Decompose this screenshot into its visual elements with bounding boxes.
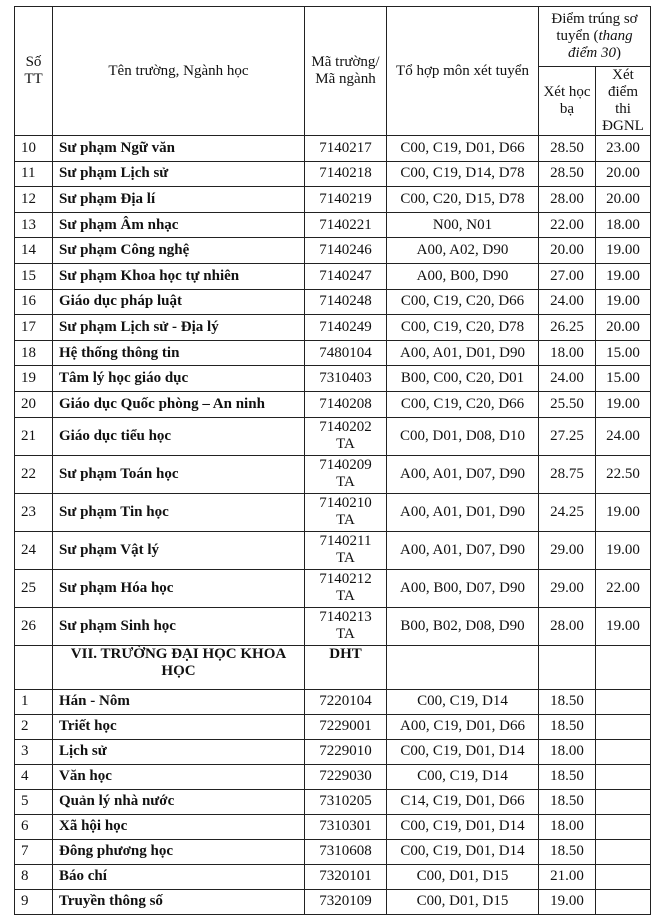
row-combo: C00, C19, D01, D66: [387, 136, 539, 162]
row-combo: B00, C00, C20, D01: [387, 366, 539, 392]
row-code: 7140213 TA: [305, 607, 387, 645]
admission-score-table: [14, 6, 651, 915]
row-dgnl-score: 15.00: [596, 340, 651, 366]
header-name: Tên trường, Ngành học: [53, 7, 305, 136]
table-row: [15, 391, 651, 417]
row-dgnl-score: 19.00: [596, 531, 651, 569]
row-dgnl-score: 24.00: [596, 417, 651, 455]
row-hocba-score: 27.25: [539, 417, 596, 455]
row-code: 7140211 TA: [305, 531, 387, 569]
row-code: 7140249: [305, 315, 387, 341]
row-combo: C00, C19, D01, D14: [387, 839, 539, 864]
row-dgnl-score: [596, 839, 651, 864]
row-hocba-score: 18.50: [539, 689, 596, 714]
row-hocba-score: 28.50: [539, 136, 596, 162]
row-dgnl-score: 19.00: [596, 263, 651, 289]
table-row: [15, 187, 651, 213]
row-dgnl-score: [596, 689, 651, 714]
row-stt: 19: [15, 366, 53, 392]
section-code: DHT: [305, 645, 387, 689]
row-combo: A00, A01, D01, D90: [387, 340, 539, 366]
row-dgnl-score: [596, 739, 651, 764]
row-dgnl-score: 18.00: [596, 212, 651, 238]
row-stt: 8: [15, 864, 53, 889]
header-stt: Số TT: [15, 7, 53, 136]
row-dgnl-score: [596, 764, 651, 789]
row-name: Sư phạm Ngữ văn: [53, 136, 305, 162]
row-stt: 23: [15, 493, 53, 531]
row-dgnl-score: 20.00: [596, 315, 651, 341]
row-hocba-score: 18.50: [539, 839, 596, 864]
row-combo: C00, D01, D15: [387, 864, 539, 889]
table-row: [15, 814, 651, 839]
row-hocba-score: 28.00: [539, 607, 596, 645]
table-row: [15, 739, 651, 764]
row-dgnl-score: [596, 814, 651, 839]
row-name: Văn học: [53, 764, 305, 789]
row-dgnl-score: 19.00: [596, 391, 651, 417]
table-row: [15, 839, 651, 864]
row-dgnl-score: 22.00: [596, 569, 651, 607]
header-dgnl: Xét điểm thi ĐGNL: [596, 67, 651, 136]
row-combo: C14, C19, D01, D66: [387, 789, 539, 814]
row-code: 7310403: [305, 366, 387, 392]
row-hocba-score: 24.00: [539, 366, 596, 392]
row-combo: N00, N01: [387, 212, 539, 238]
row-name: Sư phạm Địa lí: [53, 187, 305, 213]
table-row: [15, 889, 651, 914]
row-name: Sư phạm Hóa học: [53, 569, 305, 607]
row-hocba-score: 29.00: [539, 569, 596, 607]
row-name: Truyền thông số: [53, 889, 305, 914]
row-stt: 3: [15, 739, 53, 764]
row-combo: C00, C19, D01, D14: [387, 814, 539, 839]
table-row: [15, 161, 651, 187]
row-code: 7310608: [305, 839, 387, 864]
row-name: Sư phạm Công nghệ: [53, 238, 305, 264]
row-stt: 16: [15, 289, 53, 315]
row-hocba-score: 28.00: [539, 187, 596, 213]
row-code: 7229010: [305, 739, 387, 764]
row-name: Triết học: [53, 714, 305, 739]
header-hocba: Xét học bạ: [539, 67, 596, 136]
row-hocba-score: 18.00: [539, 340, 596, 366]
row-name: Sư phạm Tin học: [53, 493, 305, 531]
row-combo: C00, D01, D15: [387, 889, 539, 914]
row-hocba-score: 20.00: [539, 238, 596, 264]
row-combo: C00, C19, D14: [387, 689, 539, 714]
table-row: [15, 789, 651, 814]
table-row: [15, 315, 651, 341]
row-code: 7320101: [305, 864, 387, 889]
table-row: [15, 455, 651, 493]
row-code: 7310205: [305, 789, 387, 814]
row-stt: 18: [15, 340, 53, 366]
row-dgnl-score: 23.00: [596, 136, 651, 162]
row-combo: C00, C19, C20, D78: [387, 315, 539, 341]
row-combo: B00, B02, D08, D90: [387, 607, 539, 645]
row-stt: 22: [15, 455, 53, 493]
row-combo: C00, C19, D14: [387, 764, 539, 789]
row-stt: 24: [15, 531, 53, 569]
row-name: Lịch sử: [53, 739, 305, 764]
row-code: 7229030: [305, 764, 387, 789]
row-name: Giáo dục tiểu học: [53, 417, 305, 455]
row-stt: 26: [15, 607, 53, 645]
table-row: [15, 212, 651, 238]
row-combo: A00, A01, D07, D90: [387, 455, 539, 493]
row-code: 7140218: [305, 161, 387, 187]
row-name: Giáo dục pháp luật: [53, 289, 305, 315]
row-hocba-score: 18.50: [539, 714, 596, 739]
row-dgnl-score: 19.00: [596, 607, 651, 645]
row-name: Sư phạm Âm nhạc: [53, 212, 305, 238]
row-combo: A00, A01, D07, D90: [387, 531, 539, 569]
row-code: 7140217: [305, 136, 387, 162]
section-title: VII. TRƯỜNG ĐẠI HỌC KHOA HỌC: [53, 645, 305, 689]
row-code: 7229001: [305, 714, 387, 739]
row-combo: C00, C19, C20, D66: [387, 289, 539, 315]
row-stt: 9: [15, 889, 53, 914]
row-name: Hán - Nôm: [53, 689, 305, 714]
row-stt: 21: [15, 417, 53, 455]
row-dgnl-score: [596, 789, 651, 814]
row-combo: A00, C19, D01, D66: [387, 714, 539, 739]
row-combo: A00, B00, D07, D90: [387, 569, 539, 607]
row-dgnl-score: 19.00: [596, 238, 651, 264]
row-code: 7320109: [305, 889, 387, 914]
row-hocba-score: 27.00: [539, 263, 596, 289]
row-stt: 25: [15, 569, 53, 607]
row-name: Sư phạm Lịch sử - Địa lý: [53, 315, 305, 341]
row-stt: 11: [15, 161, 53, 187]
header-code: Mã trường/ Mã ngành: [305, 7, 387, 136]
table-row: [15, 289, 651, 315]
table-row: [15, 531, 651, 569]
row-combo: C00, C19, D01, D14: [387, 739, 539, 764]
row-hocba-score: 25.50: [539, 391, 596, 417]
row-combo: C00, C19, C20, D66: [387, 391, 539, 417]
table-row: [15, 493, 651, 531]
row-stt: 5: [15, 789, 53, 814]
row-code: 7140219: [305, 187, 387, 213]
row-name: Sư phạm Vật lý: [53, 531, 305, 569]
row-name: Giáo dục Quốc phòng – An ninh: [53, 391, 305, 417]
row-name: Hệ thống thông tin: [53, 340, 305, 366]
row-code: 7140210 TA: [305, 493, 387, 531]
table-row: [15, 263, 651, 289]
row-code: 7140247: [305, 263, 387, 289]
row-stt: 4: [15, 764, 53, 789]
row-dgnl-score: [596, 889, 651, 914]
row-name: Đông phương học: [53, 839, 305, 864]
row-code: 7220104: [305, 689, 387, 714]
table-row: [15, 607, 651, 645]
row-name: Sư phạm Toán học: [53, 455, 305, 493]
row-code: 7140209 TA: [305, 455, 387, 493]
table-row: [15, 714, 651, 739]
row-code: 7140212 TA: [305, 569, 387, 607]
row-name: Xã hội học: [53, 814, 305, 839]
row-name: Sư phạm Khoa học tự nhiên: [53, 263, 305, 289]
row-hocba-score: 18.00: [539, 814, 596, 839]
row-dgnl-score: 20.00: [596, 161, 651, 187]
row-dgnl-score: 19.00: [596, 289, 651, 315]
row-dgnl-score: 20.00: [596, 187, 651, 213]
row-stt: 12: [15, 187, 53, 213]
row-stt: 6: [15, 814, 53, 839]
row-hocba-score: 29.00: [539, 531, 596, 569]
row-dgnl-score: [596, 864, 651, 889]
row-combo: A00, A02, D90: [387, 238, 539, 264]
row-code: 7140202 TA: [305, 417, 387, 455]
row-combo: A00, B00, D90: [387, 263, 539, 289]
table-row: [15, 417, 651, 455]
row-hocba-score: 28.75: [539, 455, 596, 493]
row-hocba-score: 21.00: [539, 864, 596, 889]
row-stt: 2: [15, 714, 53, 739]
row-hocba-score: 18.50: [539, 789, 596, 814]
row-combo: A00, A01, D01, D90: [387, 493, 539, 531]
row-stt: 17: [15, 315, 53, 341]
row-hocba-score: 28.50: [539, 161, 596, 187]
row-stt: 15: [15, 263, 53, 289]
row-code: 7140208: [305, 391, 387, 417]
row-hocba-score: 26.25: [539, 315, 596, 341]
table-row: [15, 689, 651, 714]
row-name: Sư phạm Lịch sử: [53, 161, 305, 187]
table-row: [15, 340, 651, 366]
row-code: 7140246: [305, 238, 387, 264]
row-code: 7140221: [305, 212, 387, 238]
row-hocba-score: 18.50: [539, 764, 596, 789]
row-code: 7310301: [305, 814, 387, 839]
row-name: Báo chí: [53, 864, 305, 889]
row-hocba-score: 19.00: [539, 889, 596, 914]
row-stt: 10: [15, 136, 53, 162]
row-name: Quản lý nhà nước: [53, 789, 305, 814]
row-stt: 7: [15, 839, 53, 864]
row-combo: C00, C20, D15, D78: [387, 187, 539, 213]
row-stt: 1: [15, 689, 53, 714]
row-combo: C00, D01, D08, D10: [387, 417, 539, 455]
table-row: [15, 136, 651, 162]
section-row: [15, 645, 651, 689]
table-row: [15, 864, 651, 889]
row-combo: C00, C19, D14, D78: [387, 161, 539, 187]
row-code: 7480104: [305, 340, 387, 366]
row-hocba-score: 24.00: [539, 289, 596, 315]
row-hocba-score: 18.00: [539, 739, 596, 764]
row-name: Sư phạm Sinh học: [53, 607, 305, 645]
row-stt: 20: [15, 391, 53, 417]
row-dgnl-score: 15.00: [596, 366, 651, 392]
row-stt: 14: [15, 238, 53, 264]
table-row: [15, 366, 651, 392]
header-combo: Tổ hợp môn xét tuyển: [387, 7, 539, 136]
table-row: [15, 764, 651, 789]
row-dgnl-score: 22.50: [596, 455, 651, 493]
row-hocba-score: 24.25: [539, 493, 596, 531]
row-dgnl-score: [596, 714, 651, 739]
row-dgnl-score: 19.00: [596, 493, 651, 531]
table-row: [15, 569, 651, 607]
row-stt: 13: [15, 212, 53, 238]
row-code: 7140248: [305, 289, 387, 315]
header-score: Điểm trúng sơ tuyển (thang điểm 30): [539, 7, 651, 67]
row-name: Tâm lý học giáo dục: [53, 366, 305, 392]
row-hocba-score: 22.00: [539, 212, 596, 238]
table-row: [15, 238, 651, 264]
